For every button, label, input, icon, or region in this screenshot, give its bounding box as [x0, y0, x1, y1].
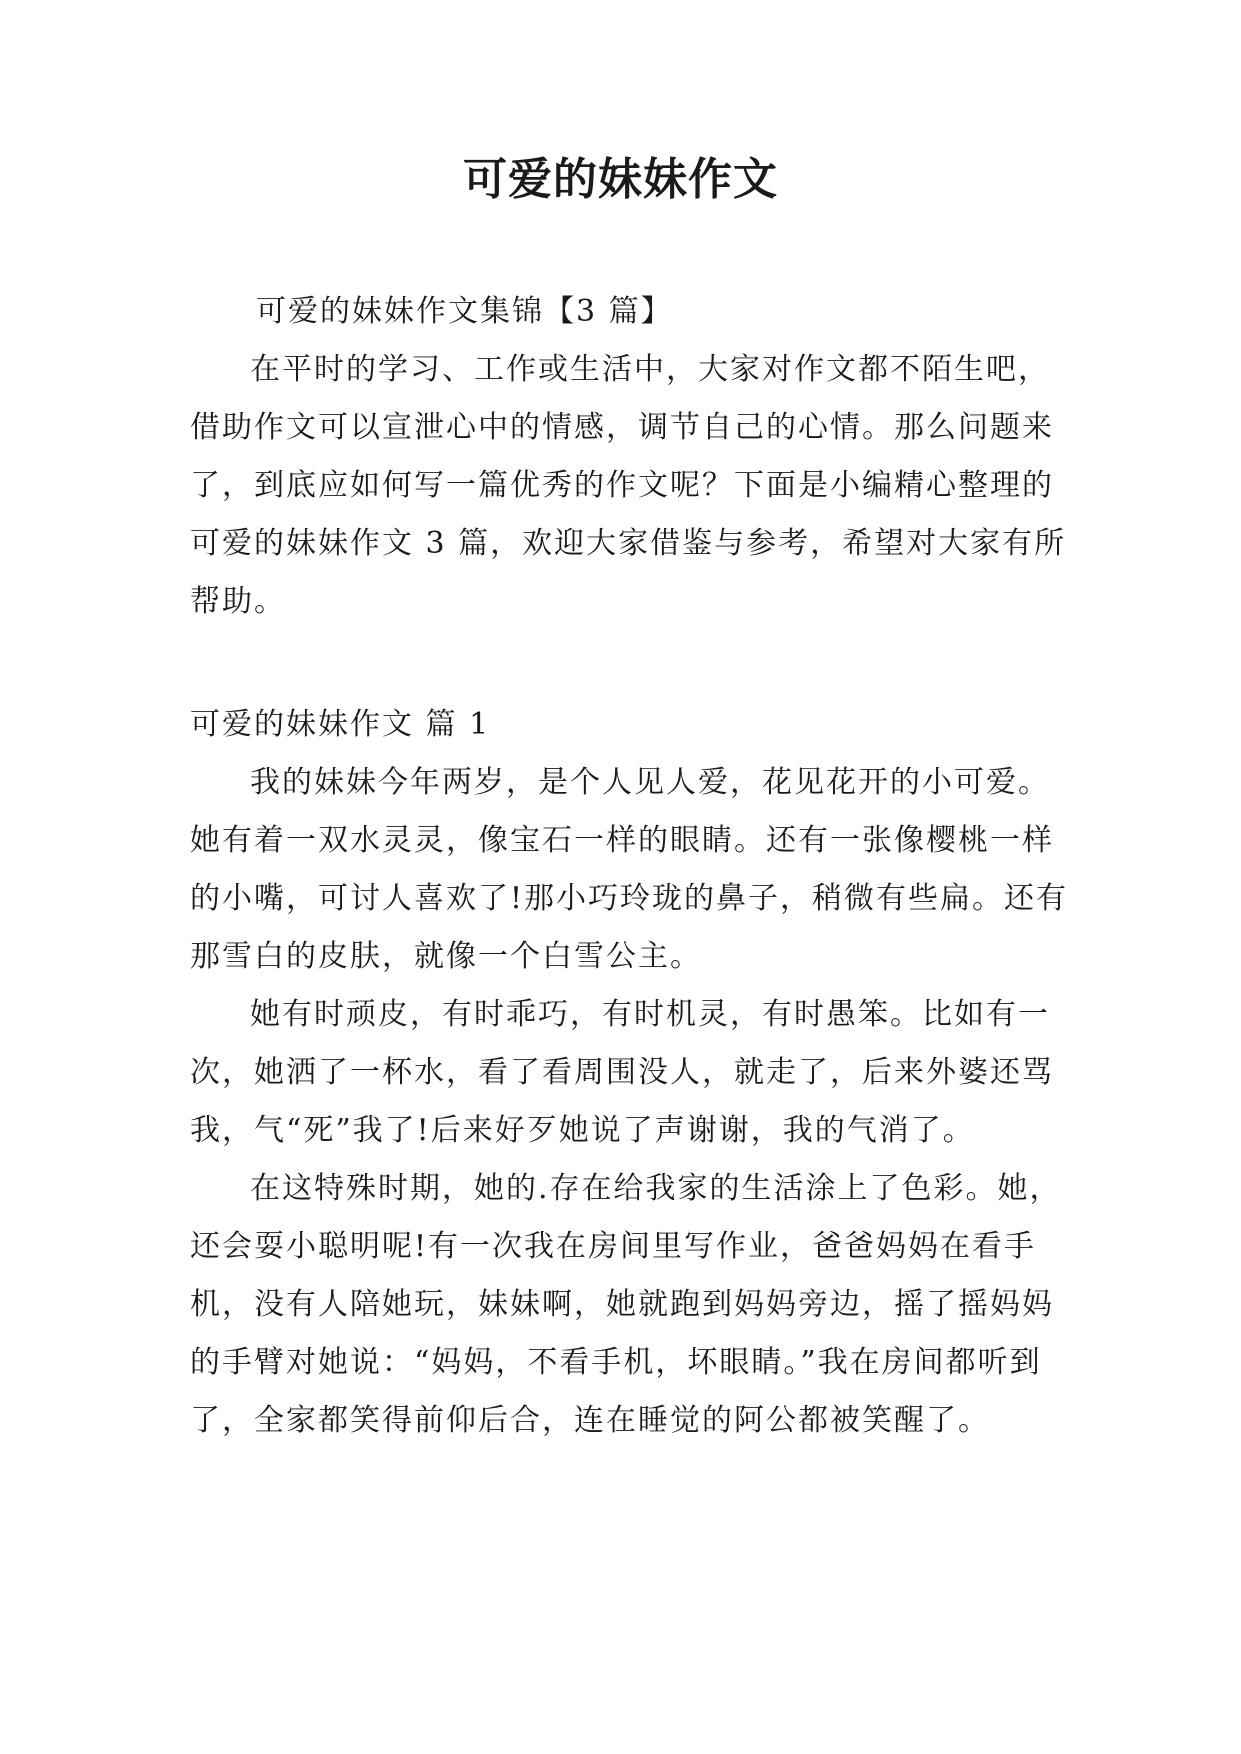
- essay-paragraph: 在这特殊时期，她的.存在给我家的生活涂上了色彩。她，还会耍小聪明呢!有一次我在房间里写作业，爸爸妈妈在看手机，没有人陪她玩，妹妹啊，她就跑到妈妈旁边，摇了摇妈妈的手臂对她说：“妈妈，不看手机，坏眼睛。”我在房间都听到了，全家都笑得前仰后合，连在睡觉的阿公都被笑醒了。: [190, 1171, 1062, 1438]
- essay-paragraph: 我的妹妹今年两岁，是个人见人爱，花见花开的小可爱。她有着一双水灵灵，像宝石一样的眼睛。还有一张像樱桃一样的小嘴，可讨人喜欢了!那小巧玲珑的鼻子，稍微有些扁。还有那雪白的皮肤，就像一个白雪公主。: [190, 765, 1069, 974]
- essay-paragraph: 她有时顽皮，有时乖巧，有时机灵，有时愚笨。比如有一次，她洒了一杯水，看了看周围没人，就走了，后来外婆还骂我，气“死”我了!后来好歹她说了声谢谢，我的气消了。: [190, 997, 1054, 1148]
- page-title: 可爱的妹妹作文: [463, 154, 778, 205]
- intro-block: [190, 283, 1070, 631]
- essay-section-1: [190, 696, 1070, 1450]
- intro-paragraph: 在平时的学习、工作或生活中，大家对作文都不陌生吧，借助作文可以宣泄心中的情感，调节自己的心情。那么问题来了，到底应如何写一篇优秀的作文呢？下面是小编精心整理的可爱的妹妹作文 3 篇，欢迎大家借鉴与参考，希望对大家有所帮助。: [190, 352, 1067, 619]
- collection-subtitle: 可爱的妹妹作文集锦【3 篇】: [256, 294, 673, 329]
- section-heading: 可爱的妹妹作文 篇 1: [190, 707, 491, 742]
